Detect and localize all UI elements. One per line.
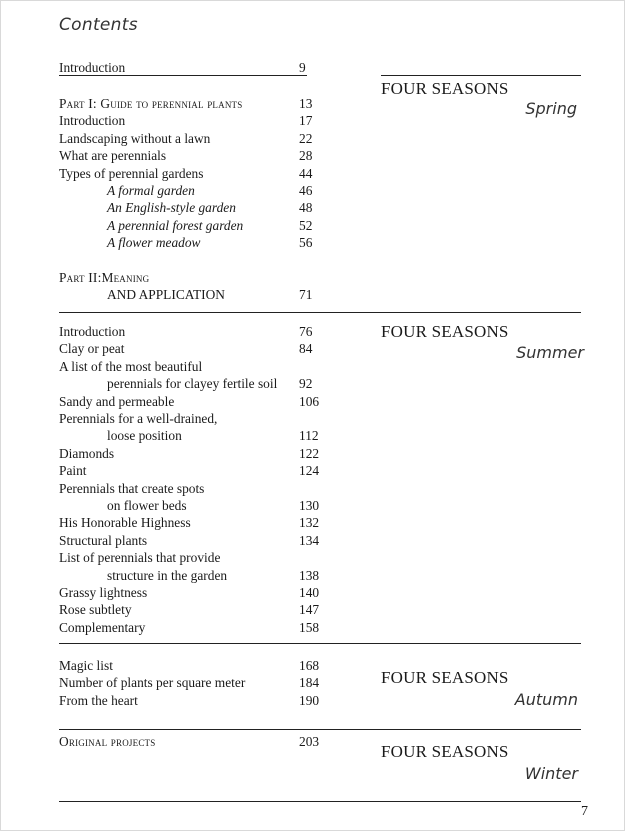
toc-entry-title: Magic list [59,658,113,673]
toc-entry-title: List of perennials that provide [59,550,221,566]
toc-entry-title: A flower meadow [107,235,201,251]
toc-entry-title: Introduction [59,324,126,339]
toc-entry-title: Sandy and permeable [59,393,175,409]
toc-entry-page: 71 [299,287,313,303]
toc-entry-title: Clay or peat [59,341,125,357]
toc-entry-title: Part I: Guide to perennial plants [59,96,243,111]
toc-entry-title: Perennials that create spots [59,480,205,496]
toc-entry-page: 134 [299,532,320,548]
toc-entry-page: 138 [299,567,320,583]
rule-spring [381,75,581,76]
toc-entry-page: 92 [299,376,313,392]
rule-summer-end [59,643,581,644]
toc-entry-page: 46 [299,183,313,198]
toc-entry-title: Paint [59,463,87,479]
toc-entry-title: Number of plants per square meter [59,675,246,691]
toc-entry-page: 48 [299,200,313,216]
toc-entry-title: perennials for clayey fertile soil [107,376,278,392]
season-title-autumn: FOUR SEASONS [381,668,509,687]
toc-entry-page: 76 [299,324,313,339]
rule-part-ii [59,312,581,313]
toc-entry-page: 132 [299,515,320,531]
toc-entry-page: 13 [299,96,313,111]
season-title-spring: FOUR SEASONS [381,79,509,98]
season-name-summer: Summer [516,343,584,362]
season-name-winter: Winter [524,764,578,783]
toc-entry-title: AND APPLICATION [107,287,225,303]
toc-entry-title: An English-style garden [107,200,236,216]
toc-entry-page: 122 [299,445,320,461]
toc-entry-page: 140 [299,585,320,600]
season-name-autumn: Autumn [514,690,578,709]
toc-entry-title: loose position [107,428,182,444]
toc-entry-title: structure in the garden [107,567,228,583]
season-title-summer: FOUR SEASONS [381,322,509,341]
rule-autumn-end [59,729,581,730]
toc-entry-page: 17 [299,113,313,129]
toc-entry-page: 22 [299,130,313,146]
toc-entry-title: His Honorable Highness [59,515,191,531]
toc-entry-title: Diamonds [59,445,115,461]
toc-entry-title: Types of perennial gardens [59,165,204,181]
toc-entry-title: A list of the most beautiful [59,358,203,374]
toc-entry-title: Landscaping without a lawn [59,130,211,146]
toc-entry-title: Introduction [59,60,126,75]
toc-entry-page: 124 [299,463,320,479]
toc-entry-page: 184 [299,675,320,691]
toc-entry-page: 56 [299,235,313,251]
toc-entry-page: 190 [299,692,320,708]
toc-entry-page: 84 [299,341,313,357]
toc-entry-title: What are perennials [59,148,167,164]
season-title-winter: FOUR SEASONS [381,742,509,761]
toc-entry-title: Part II:Meaning [59,270,150,285]
toc-entry-title: From the heart [59,692,138,708]
toc-entry-title: Grassy lightness [59,585,148,600]
season-name-spring: Spring [525,99,577,118]
toc-entry-page: 112 [299,428,319,444]
toc-entry-page: 44 [299,165,313,181]
toc-entry-title: A formal garden [107,183,195,198]
toc-entry-title: Introduction [59,113,126,129]
toc-entry-title: A perennial forest garden [107,217,244,233]
toc-entry-page: 203 [299,734,320,749]
toc-entry-page: 147 [299,602,320,618]
toc-entry-title: Complementary [59,619,146,635]
page-number: 7 [581,804,588,819]
rule-bottom [59,801,581,802]
toc-entry-title: Original projects [59,734,156,749]
toc-entry-page: 52 [299,217,313,233]
toc-entry-title: Rose subtlety [59,602,132,618]
toc-entry-page: 106 [299,393,320,409]
toc-entry-page: 9 [299,60,306,75]
contents-heading: Contents [59,15,138,35]
toc-entry-title: on flower beds [107,498,187,513]
toc-entry-page: 28 [299,148,313,164]
toc-entry-page: 168 [299,658,320,673]
toc-entry-title: Structural plants [59,532,148,548]
toc-entry-page: 130 [299,498,320,513]
toc-entry-page: 158 [299,619,320,635]
toc-entry-title: Perennials for a well-drained, [59,411,218,426]
